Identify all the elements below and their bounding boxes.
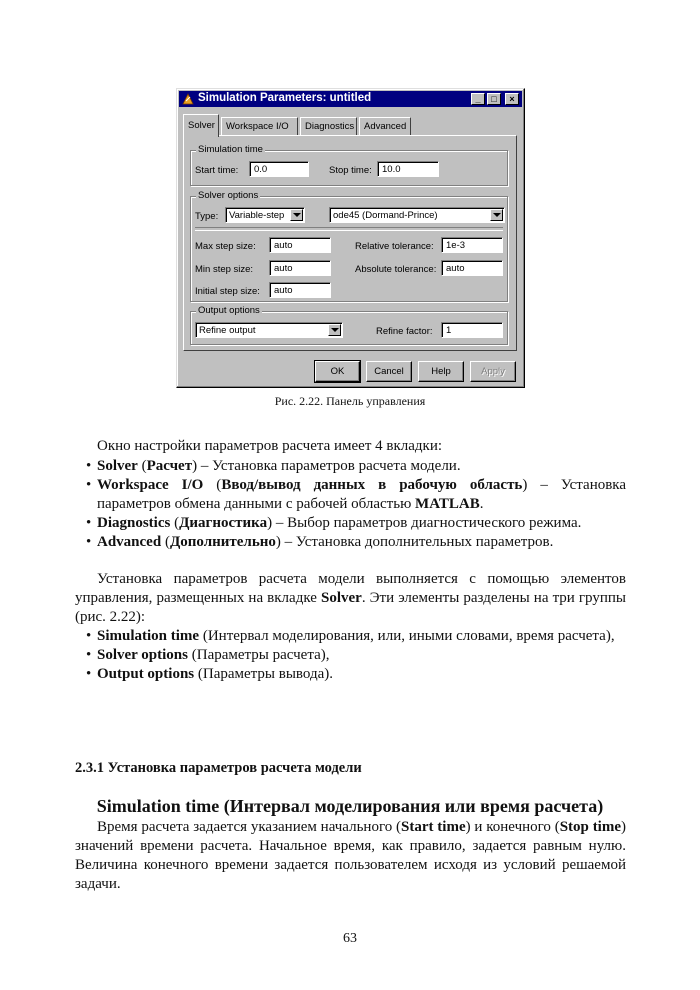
cancel-button[interactable]: Cancel: [366, 361, 412, 382]
tab-workspace-io[interactable]: Workspace I/O: [221, 117, 298, 136]
simulink-app-icon: [182, 93, 194, 105]
term-ru: Дополнительно: [169, 534, 276, 550]
stop-time-input[interactable]: 10.0: [377, 161, 439, 177]
output-mode-select[interactable]: [195, 322, 343, 338]
paragraph-bold: Stop time: [559, 819, 622, 835]
term-ru: Расчет: [146, 458, 193, 474]
relative-tolerance-input[interactable]: 1e-3: [441, 237, 503, 253]
tab-solver[interactable]: Solver: [183, 114, 219, 137]
paragraph-text: Установка параметров расчета модели выполняется с помощью элементов управления, размещенных на вкладке: [75, 571, 626, 606]
output-mode-value: Refine output: [199, 325, 256, 336]
description: – Установка параметров обмена данными с рабочей областью: [97, 477, 627, 512]
list-item: [75, 646, 626, 665]
tab-advanced[interactable]: Advanced: [359, 117, 411, 136]
paragraph-text: Время расчета задается указанием начального (: [97, 819, 402, 835]
subsection-heading: Simulation time (Интервал моделирования или время расчета): [96, 796, 604, 816]
tabs-bullet-list: [75, 457, 626, 552]
absolute-tolerance-label: Absolute tolerance:: [355, 264, 437, 275]
solver-options-group: [190, 190, 508, 302]
tab-diagnostics[interactable]: Diagnostics: [300, 117, 357, 136]
figure-caption: Рис. 2.22. Панель управления: [274, 394, 426, 408]
term-ru: Ввод/вывод данных в рабочую область: [221, 477, 523, 493]
minimize-button[interactable]: [471, 93, 485, 105]
maximize-button[interactable]: [487, 93, 501, 105]
help-button[interactable]: Help: [418, 361, 464, 382]
term: Solver: [97, 458, 138, 474]
description-end: .: [479, 496, 484, 512]
simulation-time-group: [190, 144, 508, 186]
description: (Параметры вывода).: [194, 666, 333, 682]
dialog-title: Simulation Parameters: untitled: [198, 92, 372, 104]
groups-bullet-list: [75, 627, 626, 684]
list-item: [75, 627, 626, 646]
start-time-input[interactable]: 0.0: [249, 161, 309, 177]
stop-time-label: Stop time:: [329, 165, 372, 176]
list-item: • Advanced (Дополнительно) – Установка дополнительных параметров.: [75, 533, 626, 552]
ok-button[interactable]: OK: [315, 361, 360, 382]
solver-options-group-label: Solver options: [198, 190, 259, 201]
solver-type-value: Variable-step: [229, 210, 285, 221]
list-item: • Solver (Расчет) – Установка параметров расчета модели.: [75, 457, 626, 476]
simulation-parameters-dialog: [176, 88, 525, 388]
solver-type-select[interactable]: [225, 207, 305, 223]
chevron-down-icon: [490, 209, 503, 221]
description: – Установка дополнительных параметров.: [280, 534, 554, 550]
dialog-titlebar[interactable]: [179, 91, 522, 107]
paragraph-text-end: . Эти элементы разделены на три группы (рис. 2.22):: [75, 590, 626, 625]
section-heading: 2.3.1 Установка параметров расчета модели: [75, 760, 362, 776]
term-ru: Диагностика: [179, 515, 268, 531]
list-item: • Workspace I/O (Ввод/вывод данных в рабочую область) – Установка параметров обмена данными с рабочей областью MATLAB.: [75, 476, 626, 514]
description: (Параметры расчета),: [188, 647, 330, 663]
description-bold: MATLAB: [415, 496, 480, 512]
min-step-input[interactable]: auto: [269, 260, 331, 276]
output-options-group-label: Output options: [198, 305, 260, 316]
divider: [195, 227, 503, 231]
term: Solver options: [97, 647, 188, 663]
chevron-down-icon: [290, 209, 303, 221]
close-button[interactable]: [505, 93, 519, 105]
list-item: [75, 665, 626, 684]
intro-paragraph: Окно настройки параметров расчета имеет 4 вкладки:: [97, 438, 443, 454]
relative-tolerance-label: Relative tolerance:: [355, 241, 434, 252]
term: Workspace I/O: [97, 477, 204, 493]
paragraph-text: ) значений времени расчета. Начальное время, как правило, задается равным нулю. Величина конечного времени задается пользователем исходя из условий решаемой задачи.: [75, 819, 627, 892]
initial-step-input[interactable]: auto: [269, 282, 331, 298]
solver-method-select[interactable]: [329, 207, 505, 223]
term: Simulation time: [97, 628, 200, 644]
paragraph-text: ) и конечного (: [465, 819, 560, 835]
min-step-label: Min step size:: [195, 264, 254, 275]
initial-step-label: Initial step size:: [195, 286, 260, 297]
maximize-icon: □: [491, 94, 497, 104]
simulation-time-group-label: Simulation time: [198, 144, 263, 155]
max-step-label: Max step size:: [195, 241, 256, 252]
description: (Интервал моделирования, или, иными словами, время расчета),: [199, 628, 615, 644]
list-item: • Diagnostics (Диагностика) – Выбор параметров диагностического режима.: [75, 514, 626, 533]
description: – Установка параметров расчета модели.: [197, 458, 461, 474]
page-number: 63: [343, 931, 357, 946]
absolute-tolerance-input[interactable]: auto: [441, 260, 503, 276]
minimize-icon: _: [475, 94, 481, 104]
refine-factor-label: Refine factor:: [376, 326, 433, 337]
simulation-time-paragraph: [75, 818, 626, 894]
solver-tab-panel: [183, 135, 517, 351]
term: Advanced: [97, 534, 162, 550]
term: Diagnostics: [97, 515, 171, 531]
chevron-down-icon: [328, 324, 341, 336]
groups-paragraph: [75, 570, 626, 627]
paragraph-bold: Solver: [320, 590, 362, 606]
start-time-label: Start time:: [195, 165, 239, 176]
solver-method-value: ode45 (Dormand-Prince): [333, 210, 438, 221]
refine-factor-input[interactable]: 1: [441, 322, 503, 338]
output-options-group: [190, 305, 508, 345]
paragraph-bold: Start time: [401, 819, 466, 835]
max-step-input[interactable]: auto: [269, 237, 331, 253]
apply-button[interactable]: Apply: [470, 361, 516, 382]
close-icon: ×: [509, 94, 515, 104]
solver-type-label: Type:: [195, 211, 219, 222]
term: Output options: [97, 666, 195, 682]
description: – Выбор параметров диагностического режима.: [272, 515, 582, 531]
